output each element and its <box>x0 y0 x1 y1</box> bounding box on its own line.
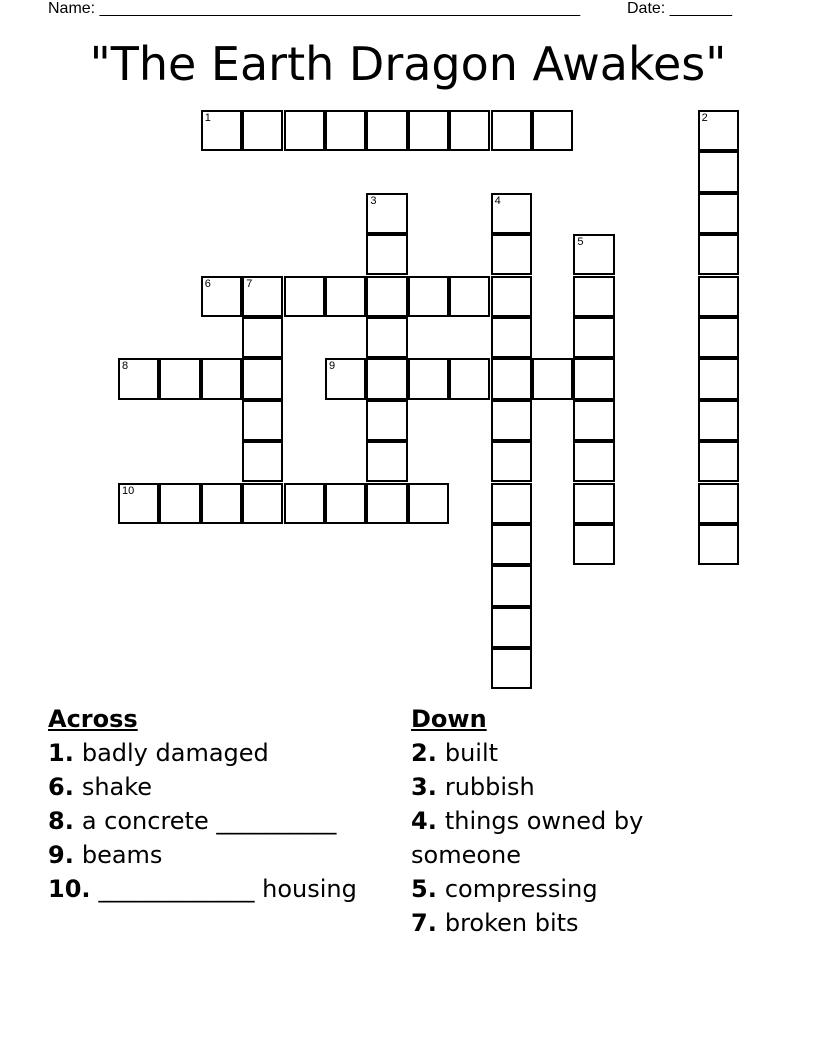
grid-cell[interactable] <box>118 483 159 524</box>
grid-cell[interactable] <box>201 483 242 524</box>
grid-cell[interactable] <box>449 358 490 399</box>
grid-cell[interactable] <box>201 276 242 317</box>
grid-cell[interactable] <box>366 358 407 399</box>
clue-text: badly damaged <box>81 739 269 767</box>
grid-cell[interactable] <box>491 648 532 689</box>
grid-cell[interactable] <box>491 234 532 275</box>
clue-text: broken bits <box>444 909 579 937</box>
grid-cell[interactable] <box>242 110 283 151</box>
across-clue <box>48 770 393 804</box>
grid-cell[interactable] <box>408 276 449 317</box>
grid-cell[interactable] <box>491 441 532 482</box>
grid-cell[interactable] <box>698 524 739 565</box>
cell-number: 2 <box>701 112 708 124</box>
clue-number: 3. <box>411 773 437 801</box>
grid-cell[interactable] <box>698 151 739 192</box>
grid-cell[interactable] <box>325 110 366 151</box>
grid-cell[interactable] <box>242 400 283 441</box>
clue-text: built <box>444 739 499 767</box>
across-clue <box>48 872 393 906</box>
clue-text: beams <box>81 841 163 869</box>
grid-cell[interactable] <box>698 276 739 317</box>
grid-cell[interactable] <box>491 110 532 151</box>
grid-cell[interactable] <box>325 483 366 524</box>
grid-cell[interactable] <box>698 441 739 482</box>
clue-number: 5. <box>411 875 437 903</box>
down-clue <box>411 804 756 872</box>
cell-number: 6 <box>204 277 211 290</box>
across-clue <box>48 736 393 770</box>
grid-cell[interactable] <box>491 358 532 399</box>
grid-cell[interactable] <box>408 358 449 399</box>
grid-cell[interactable] <box>698 400 739 441</box>
grid-cell[interactable] <box>698 317 739 358</box>
cell-number: 9 <box>329 360 336 373</box>
grid-cell[interactable] <box>573 276 614 317</box>
grid-cell[interactable] <box>698 193 739 234</box>
across-clue <box>48 838 393 872</box>
grid-cell[interactable] <box>242 441 283 482</box>
grid-cell[interactable] <box>573 358 614 399</box>
grid-cell[interactable] <box>573 317 614 358</box>
grid-cell[interactable] <box>242 358 283 399</box>
across-clue <box>48 804 393 838</box>
puzzle-title: "The Earth Dragon Awakes" <box>89 37 727 91</box>
grid-cell[interactable] <box>698 483 739 524</box>
grid-cell[interactable] <box>491 317 532 358</box>
grid-cell[interactable] <box>698 234 739 275</box>
grid-cell[interactable] <box>698 358 739 399</box>
across-heading: Across <box>48 705 138 733</box>
grid-cell[interactable] <box>284 483 325 524</box>
clue-number: 2. <box>411 739 437 767</box>
cell-number: 7 <box>246 277 253 290</box>
clue-text: a concrete __________ <box>81 807 337 835</box>
clue-text: rubbish <box>444 773 535 801</box>
grid-cell[interactable] <box>491 276 532 317</box>
grid-cell[interactable] <box>325 358 366 399</box>
grid-cell[interactable] <box>366 441 407 482</box>
clue-number: 1. <box>48 739 74 767</box>
clue-number: 4. <box>411 807 437 835</box>
down-clue <box>411 872 756 906</box>
grid-cell[interactable] <box>491 483 532 524</box>
grid-cell[interactable] <box>201 110 242 151</box>
grid-cell[interactable] <box>491 565 532 606</box>
grid-cell[interactable] <box>366 317 407 358</box>
grid-cell[interactable] <box>325 276 366 317</box>
grid-cell[interactable] <box>573 441 614 482</box>
grid-cell[interactable] <box>366 400 407 441</box>
clue-text: things owned by someone <box>411 807 644 869</box>
grid-cell[interactable] <box>366 193 407 234</box>
grid-cell[interactable] <box>491 607 532 648</box>
cell-number: 1 <box>204 112 211 124</box>
across-clue-list <box>48 736 393 906</box>
clue-text: _____________ housing <box>98 875 357 903</box>
name-line[interactable]: Name: ______________________________________________________ <box>48 0 581 17</box>
clue-number: 9. <box>48 841 74 869</box>
grid-cell[interactable] <box>532 110 573 151</box>
grid-cell[interactable] <box>284 276 325 317</box>
grid-cell[interactable] <box>449 276 490 317</box>
grid-cell[interactable] <box>408 483 449 524</box>
down-clue-list <box>411 736 756 940</box>
clue-number: 10. <box>48 875 91 903</box>
grid-cell[interactable] <box>284 110 325 151</box>
grid-cell[interactable] <box>242 483 283 524</box>
grid-cell[interactable] <box>573 400 614 441</box>
clue-number: 8. <box>48 807 74 835</box>
grid-cell[interactable] <box>573 524 614 565</box>
grid-cell[interactable] <box>118 358 159 399</box>
grid-cell[interactable] <box>408 110 449 151</box>
down-clue <box>411 906 756 940</box>
grid-cell[interactable] <box>573 483 614 524</box>
grid-cell[interactable] <box>491 193 532 234</box>
grid-cell[interactable] <box>201 358 242 399</box>
grid-cell[interactable] <box>366 110 407 151</box>
grid-cell[interactable] <box>242 276 283 317</box>
clue-text: shake <box>81 773 153 801</box>
grid-cell[interactable] <box>491 400 532 441</box>
grid-cell[interactable] <box>159 483 200 524</box>
cell-number: 3 <box>370 194 377 207</box>
across-clues <box>48 702 393 906</box>
cell-number: 4 <box>494 194 501 207</box>
grid-cell[interactable] <box>449 110 490 151</box>
grid-cell[interactable] <box>366 234 407 275</box>
cell-number: 10 <box>122 484 135 497</box>
down-clue <box>411 736 756 770</box>
grid-cell[interactable] <box>159 358 200 399</box>
down-clue <box>411 770 756 804</box>
grid-cell[interactable] <box>366 276 407 317</box>
grid-cell[interactable] <box>366 483 407 524</box>
grid-cell[interactable] <box>532 358 573 399</box>
cell-number: 8 <box>122 360 129 373</box>
grid-cell[interactable] <box>573 234 614 275</box>
cell-number: 5 <box>577 236 584 249</box>
grid-cell[interactable] <box>242 317 283 358</box>
clue-text: compressing <box>444 875 598 903</box>
down-heading: Down <box>411 705 487 733</box>
date-line[interactable]: Date: _______ <box>627 0 732 17</box>
down-clues <box>411 702 756 940</box>
grid-cell[interactable] <box>698 110 739 151</box>
clue-number: 7. <box>411 909 437 937</box>
grid-cell[interactable] <box>491 524 532 565</box>
clue-number: 6. <box>48 773 74 801</box>
